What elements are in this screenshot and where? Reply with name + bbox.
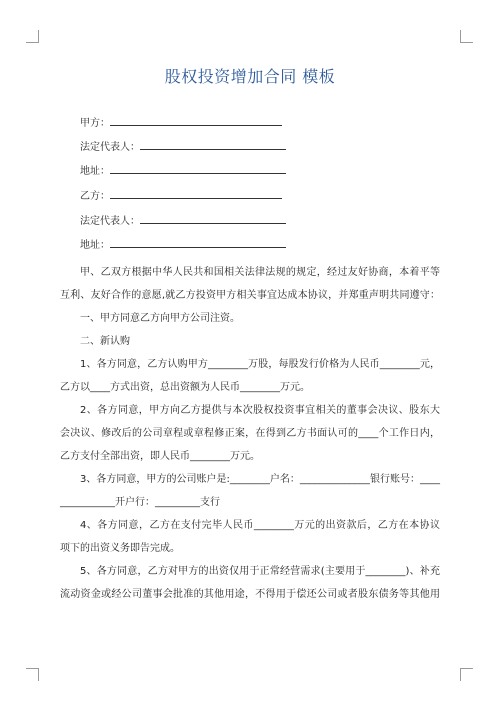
crop-mark-bottom-left — [26, 668, 39, 681]
document-title: 股权投资增加合同 模板 — [164, 67, 336, 86]
party-a-rep-blank — [140, 138, 286, 150]
party-b-field — [80, 187, 282, 204]
crop-mark-top-left — [26, 30, 39, 43]
party-a-address-blank — [110, 162, 286, 174]
clause-4-line-1: 4、各方同意，乙方在支付完毕人民币________万元的出资款后，乙方在本协议 — [80, 520, 440, 531]
party-b-rep-blank — [140, 212, 286, 224]
party-b-rep-field — [80, 212, 286, 229]
preamble-line-2: 互利、友好合作的意愿,就乙方投资甲方相关事宜达成本协议，并郑重声明共同遵守： — [60, 290, 440, 301]
clause-4-line-2: 项下的出资义务即告完成。 — [60, 543, 180, 554]
crop-mark-top-right — [460, 30, 473, 43]
party-a-blank — [110, 114, 282, 126]
party-b-rep-label: 法定代表人： — [80, 216, 140, 227]
party-a-address-field — [80, 162, 286, 179]
clause-2-line-1: 2、各方同意，甲方向乙方提供与本次股权投资事宜相关的董事会决议、股东大 — [80, 405, 440, 416]
clause-1-line-1: 1、各方同意，乙方认购甲方________万股，每股发行价格为人民币________元， — [80, 359, 440, 370]
preamble-line-1: 甲、乙双方根据中华人民共和国相关法律法规的规定，经过友好协商，本着平等 — [80, 267, 440, 278]
clause-5-line-2: 流动资金或经公司董事会批准的其他用途，不得用于偿还公司或者股东债务等其他用 — [60, 589, 440, 600]
clause-3-line-1: 3、各方同意，甲方的公司账户是:________户名：______________银行账号：____ — [80, 474, 440, 485]
contract-body — [60, 261, 440, 606]
section-1-heading: 一、甲方同意乙方向甲方公司注资。 — [80, 313, 240, 324]
party-a-label: 甲方： — [80, 118, 110, 129]
clause-1-line-2: 乙方以____方式出资，总出资额为人民币________万元。 — [60, 382, 310, 393]
party-b-address-label: 地址： — [80, 240, 110, 251]
clause-2-line-3: 乙方支付全部出资，即人民币________万元。 — [60, 451, 260, 462]
party-a-address-label: 地址： — [80, 166, 110, 177]
crop-mark-bottom-right — [460, 668, 473, 681]
clause-3-line-2: ___________开户行：_________支行 — [60, 497, 220, 508]
party-a-rep-field — [80, 138, 286, 155]
party-b-address-field — [80, 236, 286, 253]
party-b-address-blank — [110, 236, 286, 248]
section-2-heading: 二、新认购 — [80, 336, 130, 347]
party-a-field — [80, 114, 282, 131]
party-a-rep-label: 法定代表人： — [80, 142, 140, 153]
clause-5-line-1: 5、各方同意，乙方对甲方的出资仅用于正常经营需求(主要用于________)、补充 — [80, 566, 440, 577]
party-b-blank — [110, 187, 282, 199]
party-b-label: 乙方： — [80, 191, 110, 202]
clause-2-line-2: 会决议、修改后的公司章程或章程修正案，在得到乙方书面认可的____个工作日内， — [60, 428, 440, 439]
